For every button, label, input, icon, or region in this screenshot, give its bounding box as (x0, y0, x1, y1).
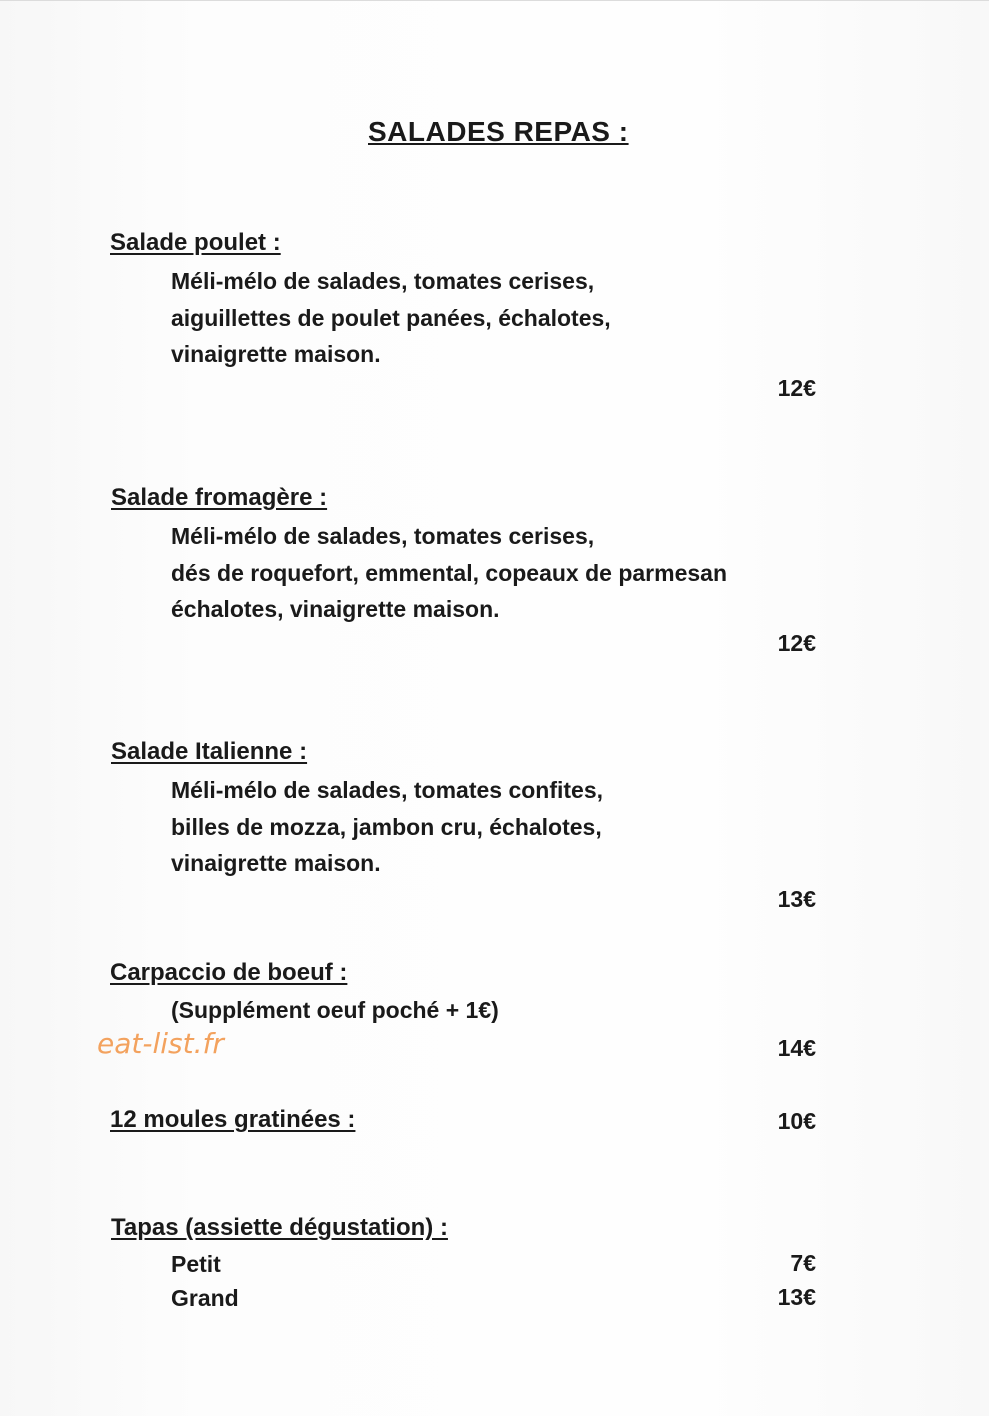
description-line: échalotes, vinaigrette maison. (171, 596, 500, 622)
description-line: (Supplément oeuf poché + 1€) (171, 997, 499, 1023)
tapas-option-petit-label: Petit (171, 1251, 221, 1277)
item-heading-salade-fromagere: Salade fromagère : (111, 484, 328, 511)
item-description-salade-fromagere (171, 518, 727, 628)
item-price-salade-fromagere: 12€ (777, 630, 816, 656)
description-line: aiguillettes de poulet panées, échalotes, (171, 304, 611, 331)
item-description-carpaccio (171, 992, 499, 1029)
description-line: vinaigrette maison. (171, 341, 381, 367)
tapas-option-grand-price: 13€ (777, 1284, 816, 1310)
description-line: Méli-mélo de salades, tomates cerises, (171, 523, 595, 549)
description-line: billes de mozza, jambon cru, échalotes, (171, 813, 602, 840)
page-title: SALADES REPAS : (368, 116, 629, 147)
item-heading-salade-poulet: Salade poulet : (110, 229, 281, 256)
item-price-salade-poulet: 12€ (777, 375, 816, 401)
item-price-salade-italienne: 13€ (777, 886, 816, 912)
item-heading-moules: 12 moules gratinées : (110, 1106, 356, 1133)
description-line: vinaigrette maison. (171, 850, 381, 876)
item-heading-carpaccio: Carpaccio de boeuf : (110, 959, 348, 986)
watermark: eat-list.fr (97, 1027, 224, 1060)
tapas-option-petit-price: 7€ (790, 1250, 816, 1276)
item-heading-tapas: Tapas (assiette dégustation) : (111, 1214, 448, 1241)
item-price-carpaccio: 14€ (777, 1035, 816, 1061)
item-price-moules: 10€ (777, 1108, 816, 1134)
item-description-salade-italienne (171, 772, 603, 882)
description-line: Méli-mélo de salades, tomates confites, (171, 777, 604, 803)
tapas-option-grand-label: Grand (171, 1285, 239, 1311)
description-line: Méli-mélo de salades, tomates cerises, (171, 268, 595, 294)
item-heading-salade-italienne: Salade Italienne : (111, 738, 308, 765)
description-line: dés de roquefort, emmental, copeaux de parmesan (171, 559, 727, 586)
item-description-salade-poulet (171, 263, 611, 373)
